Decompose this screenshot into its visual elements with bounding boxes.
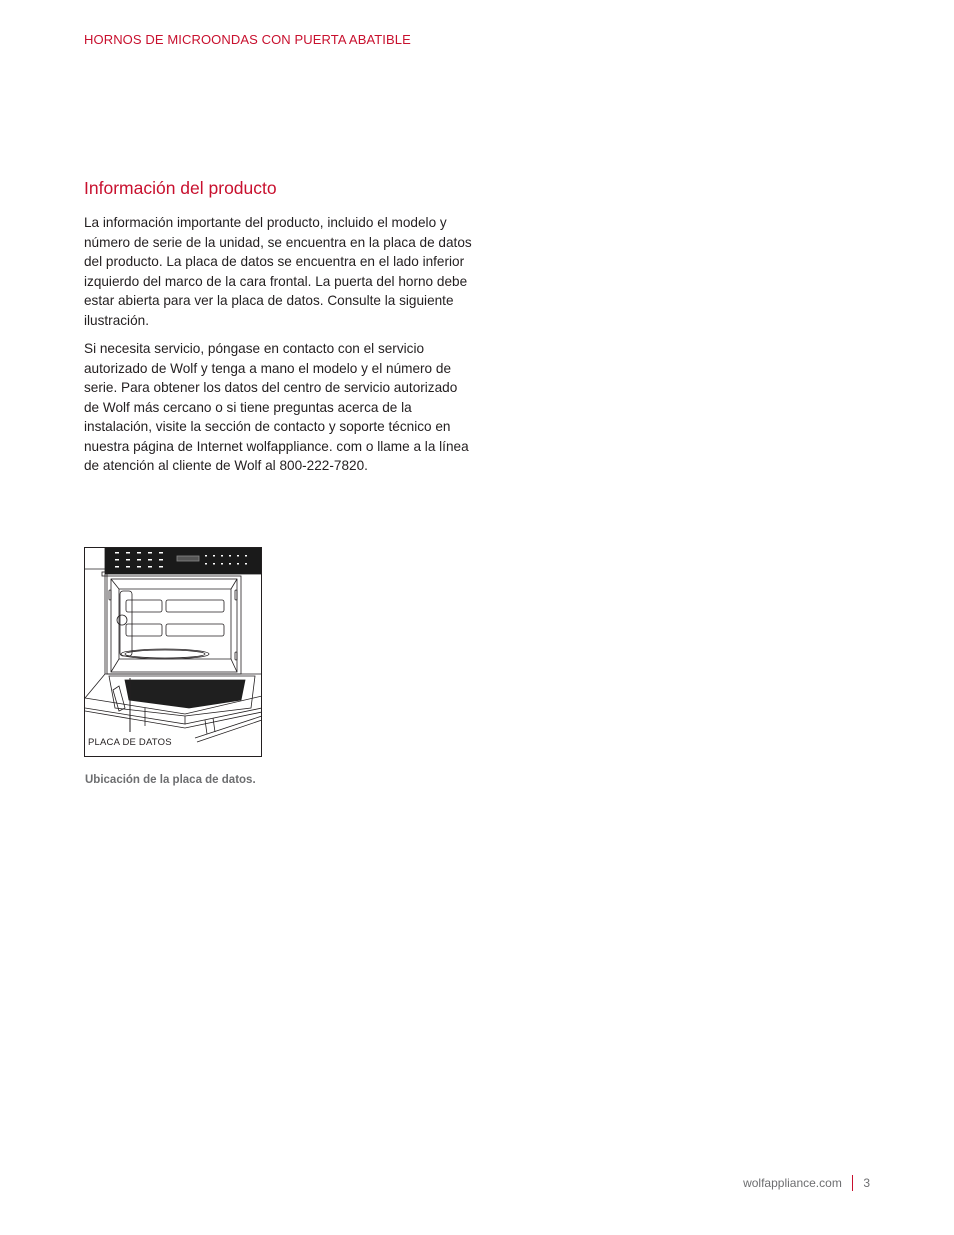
footer-divider: [852, 1175, 854, 1191]
paragraph-service-info: Si necesita servicio, póngase en contacto con el servicio autorizado de Wolf y tenga a mano el modelo y el número de serie. Para obtener los datos del centro de servicio autorizado de Wolf más cercano o si tiene preguntas acerca de la instalación, visite la sección de contacto y soporte técnico en nuestra página de Internet wolfappliance. com o llame a la línea de atención al cliente de Wolf al 800-222-7820.: [84, 341, 469, 473]
figure-caption: Ubicación de la placa de datos.: [85, 774, 256, 786]
data-plate-label: PLACA DE DATOS: [88, 737, 172, 748]
footer-website: wolfappliance.com: [743, 1176, 842, 1190]
paragraph-product-info: La información importante del producto, incluido el modelo y número de serie de la unidad, se encuentra en la placa de datos del producto. La placa de datos se encuentra en el lado inferior izquierdo del marco de la cara frontal. La puerta del horno debe estar abierta para ver la placa de datos. Consulte la siguiente ilustración.: [84, 215, 472, 328]
page-footer: [743, 1175, 870, 1191]
oven-illustration: [84, 547, 262, 757]
page-number: 3: [863, 1176, 870, 1190]
running-header: HORNOS DE MICROONDAS CON PUERTA ABATIBLE: [84, 32, 411, 47]
oven-drawing: [85, 548, 262, 757]
section-title: Información del producto: [84, 178, 277, 198]
